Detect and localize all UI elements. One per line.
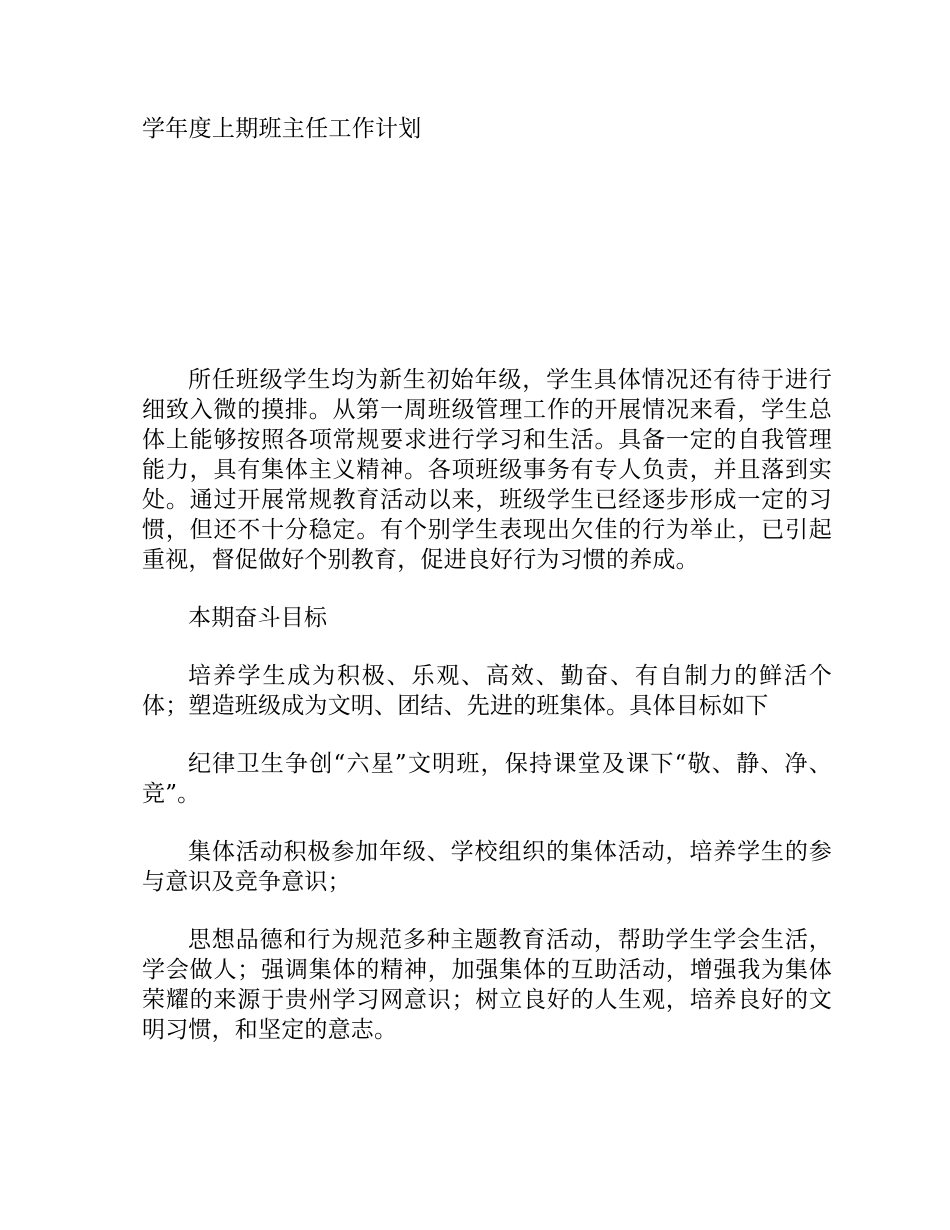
paragraph-class-situation: 所任班级学生均为新生初始年级，学生具体情况还有待于进行细致入微的摸排。从第一周班级管理工作的开展情况来看，学生总体上能够按照各项常规要求进行学习和生活。具备一定的自我管理能力，具有集体主义精神。各项班级事务有专人负责，并且落到实处。通过开展常规教育活动以来，班级学生已经逐步形成一定的习惯，但还不十分稳定。有个别学生表现出欠佳的行为举止，已引起重视，督促做好个别教育，促进良好行为习惯的养成。 — [142, 367, 832, 573]
paragraph-collective-activities: 集体活动积极参加年级、学校组织的集体活动，培养学生的参与意识及竞争意识； — [142, 839, 832, 895]
document-body — [142, 365, 832, 1073]
document-title: 学年度上期班主任工作计划 — [142, 116, 422, 142]
paragraph-goals-heading: 本期奋斗目标 — [188, 605, 328, 631]
paragraph-moral-education: 思想品德和行为规范多种主题教育活动，帮助学生学会生活，学会做人；强调集体的精神，加强集体的互助活动，增强我为集体荣耀的来源于贵州学习网意识；树立良好的人生观，培养良好的文明习惯，和坚定的意志。 — [142, 927, 832, 1043]
paragraph-discipline-hygiene: 纪律卫生争创“六星”文明班，保持课堂及课下“敬、静、净、竞”。 — [142, 751, 832, 807]
paragraph-overall-goal: 培养学生成为积极、乐观、高效、勤奋、有自制力的鲜活个体；塑造班级成为文明、团结、先进的班集体。具体目标如下 — [142, 663, 832, 719]
